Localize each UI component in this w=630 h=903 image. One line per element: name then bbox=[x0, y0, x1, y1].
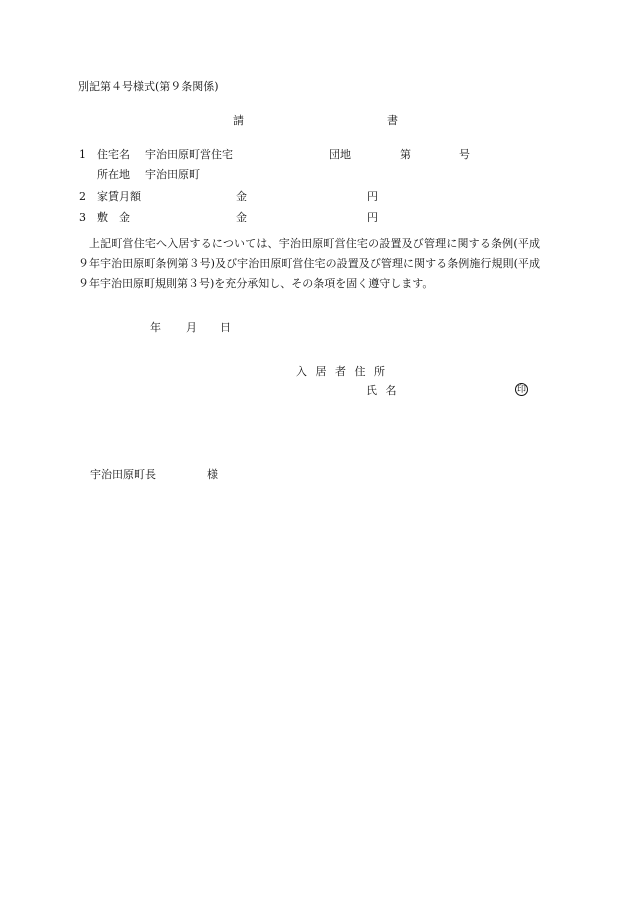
seal-mark: 印 bbox=[516, 385, 526, 395]
item3-yen: 円 bbox=[367, 211, 378, 224]
item1-number: 1 bbox=[79, 148, 86, 161]
date-year: 年 bbox=[150, 321, 161, 334]
item1-value: 宇治田原町営住宅 bbox=[145, 148, 233, 161]
item1-label: 住宅名 bbox=[97, 148, 130, 161]
item1-danchi: 団地 bbox=[329, 148, 351, 161]
tenant-name-label: 氏 名 bbox=[366, 384, 397, 397]
item3-label: 敷 金 bbox=[97, 211, 130, 224]
title-right-char: 書 bbox=[387, 114, 398, 127]
address-value: 宇治田原町 bbox=[145, 168, 200, 181]
date-month: 月 bbox=[186, 321, 197, 334]
item1-dai: 第 bbox=[400, 148, 411, 161]
item2-label: 家賃月額 bbox=[97, 190, 141, 203]
item2-number: 2 bbox=[79, 190, 86, 203]
title-left-char: 請 bbox=[233, 114, 244, 127]
tenant-address-label: 入 居 者 住 所 bbox=[296, 365, 385, 378]
item3-number: 3 bbox=[79, 211, 86, 224]
body-paragraph: 上記町営住宅へ入居するについては、宇治田原町営住宅の設置及び管理に関する条例(平成９年宇治田原町条例第３号)及び宇治田原町営住宅の設置及び管理に関する条例施行規則(平成９年宇治田原町規則第３号)を充分承知し、その条項を固く遵守します。 bbox=[78, 237, 540, 290]
item2-yen: 円 bbox=[367, 190, 378, 203]
form-label: 別記第４号様式(第９条関係) bbox=[78, 80, 219, 93]
addressee-name: 宇治田原町長 bbox=[90, 468, 156, 481]
address-label: 所在地 bbox=[97, 168, 130, 181]
date-day: 日 bbox=[220, 321, 231, 334]
item3-kin: 金 bbox=[236, 211, 247, 224]
item1-go: 号 bbox=[459, 148, 470, 161]
addressee-honorific: 様 bbox=[207, 468, 218, 481]
item2-kin: 金 bbox=[236, 190, 247, 203]
